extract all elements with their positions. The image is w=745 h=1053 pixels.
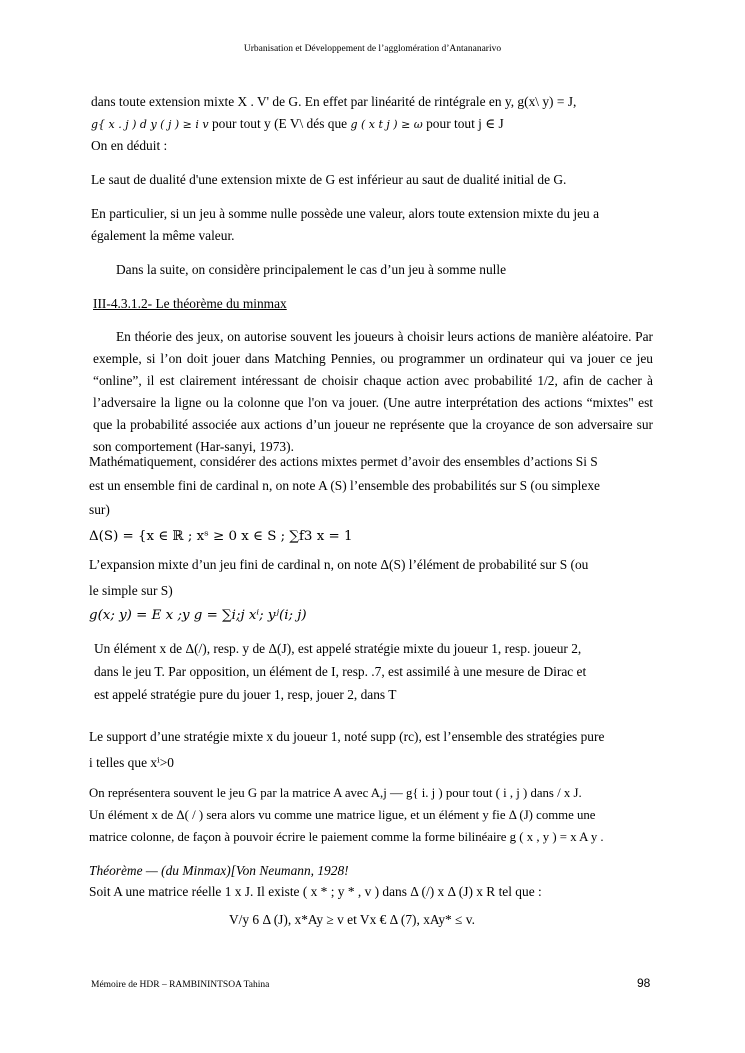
- theorem-line1: Soit A une matrice réelle 1 x J. Il existe ( x * ; y * , v ) dans Δ (/) x Δ (J) x R tel que :: [89, 884, 542, 899]
- para1-line2-text: pour tout y (E V\ dés que: [208, 116, 351, 131]
- para8-line1: Un élément x de Δ(/), resp. y de Δ(J), est appelé stratégie mixte du joueur 1, resp. joueur 2,: [94, 641, 582, 656]
- para1-integral: g{ x . j ) d y ( j ) ≥ i v: [91, 118, 209, 131]
- para1-line1: dans toute extension mixte X . V' de G. En effet par linéarité de rintégrale en y, g(x\ y) = J,: [91, 94, 577, 109]
- para10-line3: matrice colonne, de façon à pouvoir écrire le paiement comme la forme bilinéaire g ( x , y ) = x A y .: [89, 830, 604, 844]
- para3: En particulier, si un jeu à somme nulle possède une valeur, alors toute extension mixte du jeu a également la même valeur.: [91, 206, 600, 243]
- theorem-title-text: Théorème — (du Minmax)[Von Neumann, 1928!: [89, 863, 349, 878]
- para1-line2-end: pour tout j ∈ J: [422, 116, 504, 131]
- para1-condition: g ( x t j ) ≥ ω: [350, 118, 423, 131]
- para10-line2: Un élément x de Δ( / ) sera alors vu comme une matrice ligue, et un élément y fie Δ (J) comme une: [89, 808, 596, 822]
- para8-line2: dans le jeu T. Par opposition, un élément de I, resp. .7, est assimilé à une mesure de Dirac et: [94, 664, 587, 679]
- para4: Dans la suite, on considère principalement le cas d’un jeu à somme nulle: [116, 262, 507, 277]
- para7-line2: le simple sur S): [89, 583, 173, 598]
- formula-payoff: g(x; y) = E x ;y g = ∑i;j xⁱ; yʲ(i; j): [89, 608, 307, 623]
- para1-line2: [91, 116, 504, 132]
- para10-line1: On représentera souvent le jeu G par la matrice A avec A,j — g{ i. j ) pour tout ( i , j ) dans / x J.: [89, 786, 582, 800]
- theorem-line2: V/y 6 Δ (J), x*Ay ≥ v et Vx € Δ (7), xAy* ≤ v.: [229, 912, 475, 927]
- running-header: Urbanisation et Développement de l’agglomération d’Antananarivo: [243, 44, 502, 54]
- page-number: 98: [637, 976, 651, 990]
- para9-line1: Le support d’une stratégie mixte x du joueur 1, noté supp (rc), est l’ensemble des stratégies pure: [89, 729, 605, 744]
- para5: En théorie des jeux, on autorise souvent les joueurs à choisir leurs actions de manière aléatoire. Par exemple, si l’on doit jouer dans Matching Pennies, ou programmer un ordinateur qui va jouer ce jeu “online”, il est clairement intéressant de choisir chaque action avec probabilité 1/2, afin de cacher à l’adversaire la ligne ou la colonne que l'on va jouer. (Une autre interprétation des actions “mixtes" est que la probabilité associée aux actions d’un joueur ne représente que la croyance de son adversaire sur son comportement (Har-sanyi, 1973).: [93, 329, 653, 454]
- para2: Le saut de dualité d'une extension mixte de G est inférieur au saut de dualité initial de G.: [91, 172, 567, 187]
- para1-line3: On en déduit :: [91, 138, 168, 153]
- section-title: III-4.3.1.2- Le théorème du minmax: [93, 296, 287, 311]
- para6-line2: est un ensemble fini de cardinal n, on note A (S) l’ensemble des probabilités sur S (ou simplexe: [89, 478, 600, 493]
- para7-line1: L’expansion mixte d’un jeu fini de cardinal n, on note Δ(S) l’élément de probabilité sur S (ou: [89, 557, 589, 572]
- para6-line3: sur): [89, 502, 110, 517]
- formula-simplex: Δ(S) = {x ∈ ℝ ; xˢ ≥ 0 x ∈ S ; ∑f3 x = 1: [89, 529, 353, 544]
- para8-line3: est appelé stratégie pure du jouer 1, resp, jouer 2, dans T: [94, 687, 397, 702]
- para9-line2: i telles que xⁱ>0: [89, 755, 174, 770]
- footer-author: Mémoire de HDR – RAMBININTSOA Tahina: [91, 980, 270, 990]
- theorem-title: [89, 863, 349, 879]
- para6-line1: Mathématiquement, considérer des actions mixtes permet d’avoir des ensembles d’actions Si S: [89, 454, 598, 469]
